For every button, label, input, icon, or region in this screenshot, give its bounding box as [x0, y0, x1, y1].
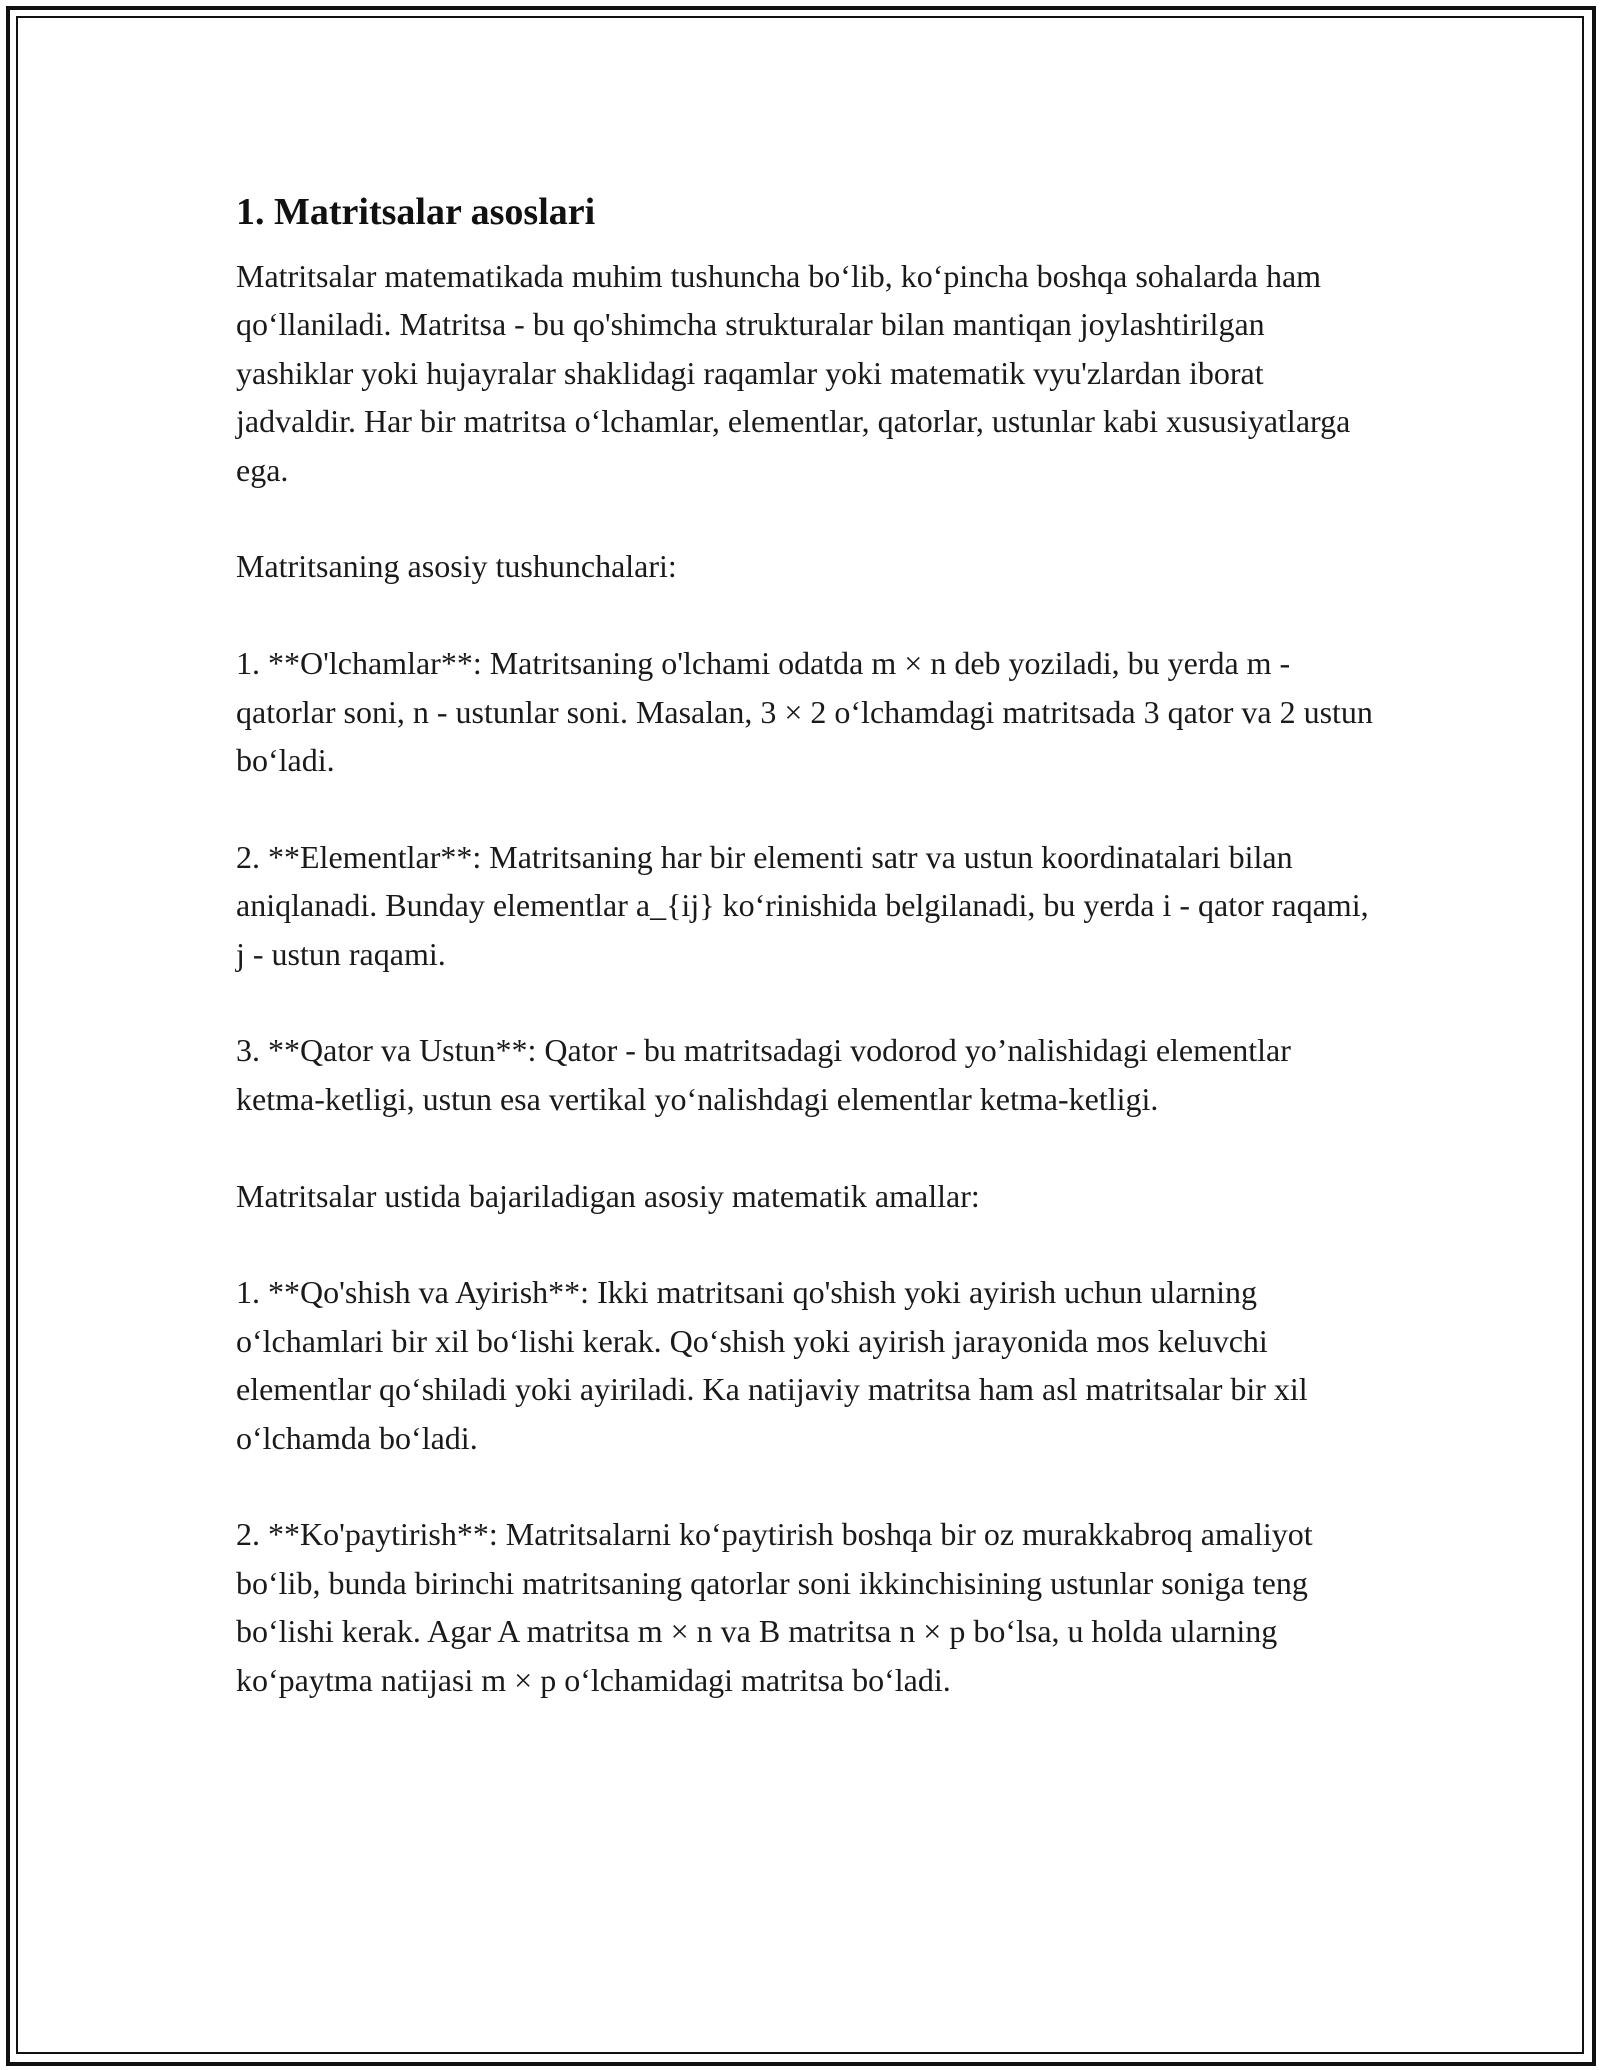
paragraph-operations-title: Matritsalar ustida bajariladigan asosiy matematik amallar:	[236, 1177, 980, 1214]
section-heading: 1. Matritsalar asoslari	[236, 191, 596, 233]
paragraph-elements: 2. **Elementlar**: Matritsaning har bir elementi satr va ustun koordinatalari bilan aniqlanadi. Bunday elementlar a_{ij} ko‘rinishida belgilanadi, bu yerda i - qator raqami, j - ustun raqami.	[236, 838, 1369, 972]
paragraph-multiplication: 2. **Ko'paytirish**: Matritsalarni ko‘paytirish boshqa bir oz murakkabroq amaliyot bo‘lib, bunda birinchi matritsaning qatorlar soni ikkinchisining ustunlar soniga teng bo‘lishi kerak. Agar A matritsa m × n va B matritsa n × p bo‘lsa, u holda ularning ko‘paytma natijasi m × p o‘lchamidagi matritsa bo‘ladi.	[236, 1516, 1313, 1698]
paragraph-dimensions: 1. **O'lchamlar**: Matritsaning o'lchami odatda m × n deb yoziladi, bu yerda m - qatorlar soni, n - ustunlar soni. Masalan, 3 × 2 o‘lchamdagi matritsada 3 qator va 2 ustun bo‘ladi.	[236, 645, 1373, 779]
paragraph-addition: 1. **Qo'shish va Ayirish**: Ikki matritsani qo'shish yoki ayirish uchun ularning o‘lchamlari bir xil bo‘lishi kerak. Qo‘shish yoki ayirish jarayonida mos keluvchi elementlar qo‘shiladi yoki ayiriladi. Ka natijaviy matritsa ham asl matritsalar bir xil o‘lchamda bo‘ladi.	[236, 1274, 1308, 1456]
paragraph-concepts-title: Matritsaning asosiy tushunchalari:	[236, 548, 677, 585]
paragraph-row-column: 3. **Qator va Ustun**: Qator - bu matritsadagi vodorod yo’nalishidagi elementlar ketma-ketligi, ustun esa vertikal yo‘nalishdagi elementlar ketma-ketligi.	[236, 1032, 1291, 1117]
document-body	[236, 186, 1376, 1752]
paragraph-intro: Matritsalar matematikada muhim tushuncha bo‘lib, ko‘pincha boshqa sohalarda ham qo‘llaniladi. Matritsa - bu qo'shimcha strukturalar bilan mantiqan joylashtirilgan yashiklar yoki hujayralar shaklidagi raqamlar yoki matematik vyu'zlardan iborat jadvaldir. Har bir matritsa o‘lchamlar, elementlar, qatorlar, ustunlar kabi xususiyatlarga ega.	[236, 258, 1351, 488]
